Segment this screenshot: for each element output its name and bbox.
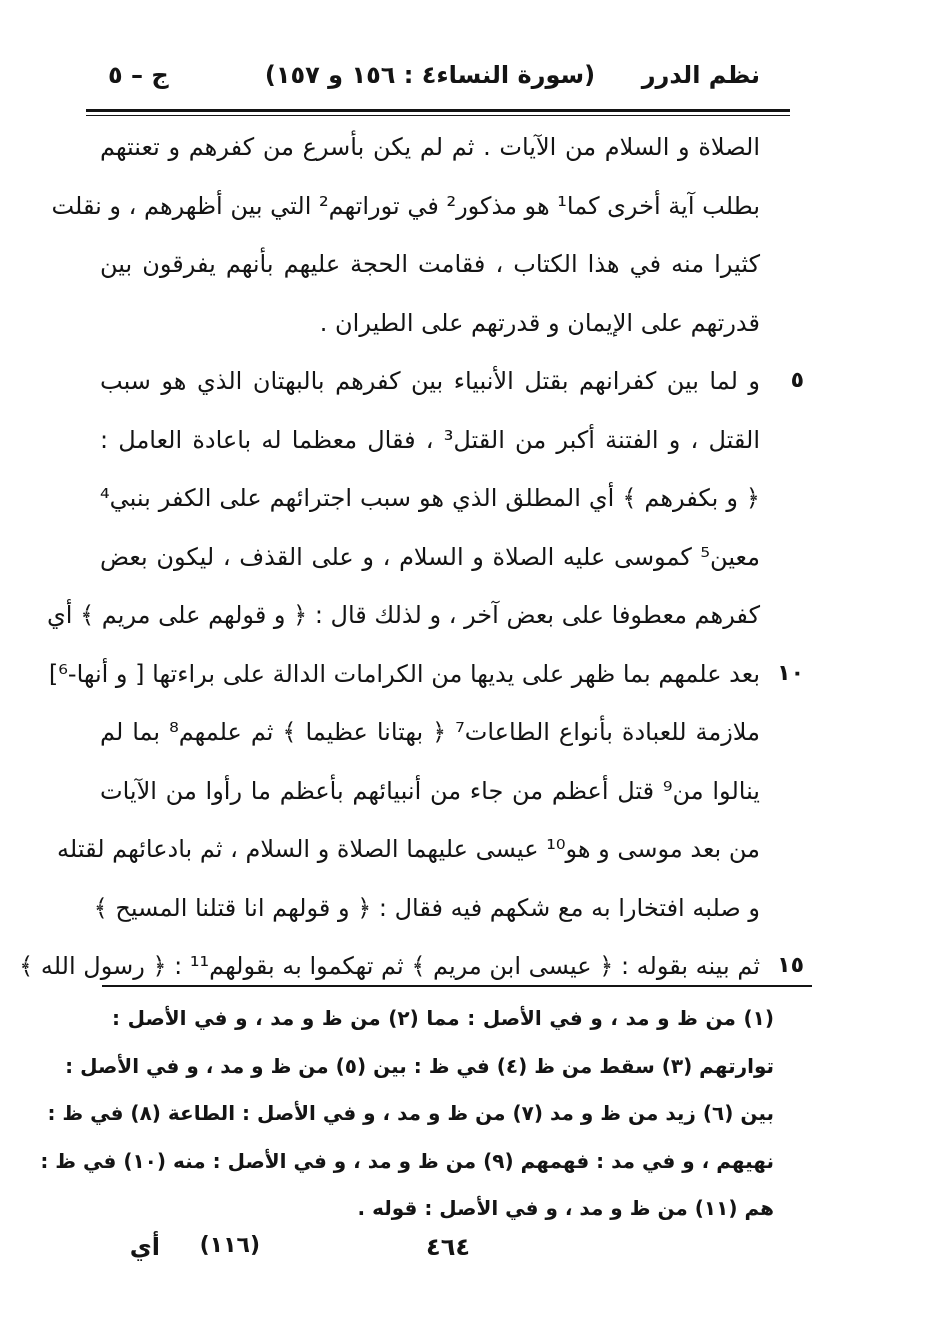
footnotes <box>40 995 775 1233</box>
part-number: ج – ٥ <box>108 61 169 89</box>
footnote-rule <box>102 985 812 987</box>
text-line: ٥ و لما بين كفرانهم بقتل الأنبياء بين كفرهم بالبهتان الذي هو سبب <box>100 352 760 411</box>
header-rule-thin <box>86 115 790 116</box>
text-line: ينالوا من⁹ قتل أعظم من جاء من أنبيائهم بأعظم ما رأوا من الآيات <box>100 776 760 805</box>
text-line: القتل ، و الفتنة أكبر من القتل³ ، فقال معظما له باعادة العامل : <box>100 425 760 454</box>
text-line: ملازمة للعبادة بأنواع الطاعات⁷ ﴿ بهتانا عظيما ﴾ ثم علمهم⁸ بما لم <box>100 718 760 746</box>
text-line: بطلب آية أخرى كما¹ هو مذكور² في توراتهم² التي بين أظهرهم ، و نقلت <box>51 191 760 220</box>
page-footer <box>130 1233 630 1273</box>
catchword: أي <box>129 1233 160 1261</box>
line-number: ٥ <box>790 368 804 393</box>
text-line: معين⁵ كموسى عليه الصلاة و السلام ، و على القذف ، ليكون بعض <box>100 542 760 571</box>
footnote-line: نهيهم ، و في مد : فهمهم (٩) من ظ و مد ، و في الأصل : منه (١٠) في ظ : <box>40 1148 774 1173</box>
text-line: ﴿ و بكفرهم ﴾ أي المطلق الذي هو سبب اجترائهم على الكفر بنبي⁴ <box>100 484 760 512</box>
line-number: ١٠ <box>777 660 804 686</box>
signature-mark: (١١٦) <box>199 1233 260 1258</box>
footnote-line: توارتهم (٣) سقط من ظ (٤) في ظ : بين (٥) من ظ و مد ، و في الأصل : <box>65 1053 774 1078</box>
text-line: كثيرا منه في هذا الكتاب ، فقامت الحجة عليهم بأنهم يفرقون بين <box>100 250 760 278</box>
running-header <box>100 55 760 99</box>
book-title: نظم الدرر <box>641 61 760 89</box>
header-rule-thick <box>86 109 790 112</box>
text-line: الصلاة و السلام من الآيات . ثم لم يكن بأسرع من كفرهم و تعنتهم <box>100 133 760 161</box>
footnote-line: هم (١١) من ظ و مد ، و في الأصل : قوله . <box>357 1196 774 1220</box>
line-number: ١٥ <box>777 953 804 978</box>
text-line: من بعد موسى و هو¹⁰ عيسى عليهما الصلاة و السلام ، ثم بادعائهم لقتله <box>57 835 760 863</box>
text-line: ١٠ بعد علمهم بما ظهر على يديها من الكرامات الدالة على براءتها [ و أنها-⁶] <box>100 645 760 704</box>
footnote-line: (١) من ظ و مد ، و في الأصل : مما (٢) من ظ و مد ، و في الأصل : <box>112 1006 775 1030</box>
surah-reference: (سورة النساء٤ : ١٥٦ و ١٥٧) <box>264 61 596 89</box>
footnote-line: بين (٦) زيد من ظ و مد (٧) من ظ و مد ، و في الأصل : الطاعة (٨) في ظ : <box>47 1101 774 1125</box>
main-text <box>19 118 804 996</box>
text-line: ١٥ ثم بينه بقوله : ﴿ عيسى ابن مريم ﴾ ثم تهكموا به بقولهم¹¹ : ﴿ رسول الله ﴾ <box>100 937 760 996</box>
text-line: قدرتهم على الإيمان و قدرتهم على الطيران . <box>319 308 760 337</box>
text-line: كفرهم معطوفا على بعض آخر ، و لذلك قال : ﴿ و قولهم على مريم ﴾ أي <box>47 601 760 629</box>
text-line: و صلبه افتخارا به مع شكهم فيه فقال : ﴿ و قولهم انا قتلنا المسيح ﴾ <box>93 893 760 922</box>
page-number: ٤٦٤ <box>426 1233 470 1261</box>
